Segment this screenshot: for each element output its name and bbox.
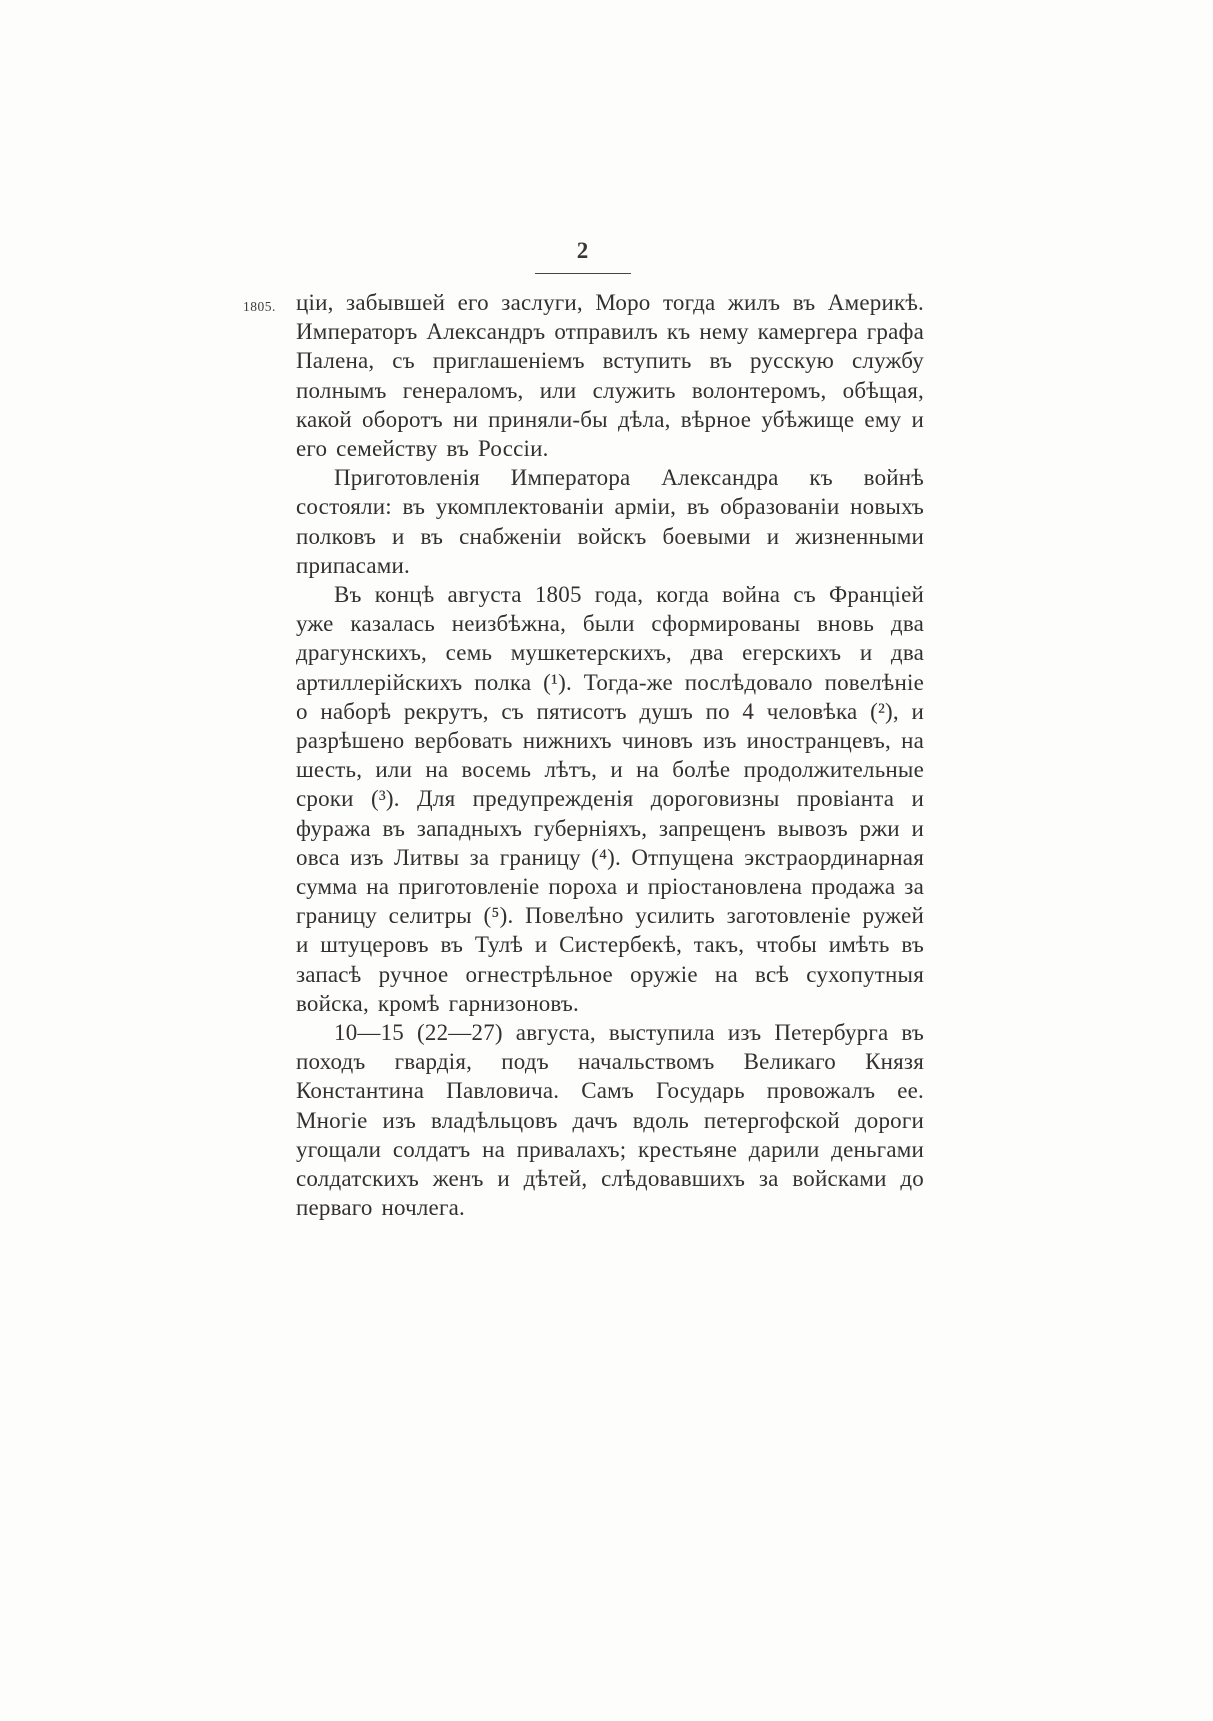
paragraph: ціи, забывшей его заслуги, Моро тогда жилъ въ Америкѣ. Императоръ Александръ отправилъ къ нему камергера графа Палена, съ приглашеніемъ вступить въ русскую службу полнымъ генераломъ, или служить волонтеромъ, обѣщая, какой оборотъ ни приняли-бы дѣла, вѣрное убѣжище ему и его семейству въ Россіи.	[296, 290, 924, 462]
paragraph: Приготовленія Императора Александра къ войнѣ состояли: въ укомплектованіи арміи, въ образованіи новыхъ полковъ и въ снабженіи войскъ боевыми и жизненными припасами.	[296, 465, 924, 578]
paragraph: 10—15 (22—27) августа, выступила изъ Петербурга въ походъ гвардія, подъ начальствомъ Великаго Князя Константина Павловича. Самъ Государь провожалъ ее. Многіе изъ владѣльцовъ дачъ вдоль петергофской дороги угощали солдатъ на привалахъ; крестьяне дарили деньгами солдатскихъ женъ и дѣтей, слѣдовавшихъ за войсками до перваго ночлега.	[296, 1020, 924, 1221]
body-text	[296, 288, 924, 1223]
page-number-rule	[535, 273, 631, 274]
margin-year-note: 1805.	[243, 299, 276, 314]
page-number: 2	[576, 238, 590, 263]
paragraph: Въ концѣ августа 1805 года, когда война съ Франціей уже казалась неизбѣжна, были сформированы вновь два драгунскихъ, семь мушкетерскихъ, два егерскихъ и два артиллерійскихъ полка (¹). Тогда-же послѣдовало повелѣніе о наборѣ рекрутъ, съ пятисотъ душъ по 4 человѣка (²), и разрѣшено вербовать нижнихъ чиновъ изъ иностранцевъ, на шесть, или на восемь лѣтъ, и на болѣе продолжительные сроки (³). Для предупрежденія дороговизны провіанта и фуража въ западныхъ губерніяхъ, запрещенъ вывозъ ржи и овса изъ Литвы за границу (⁴). Отпущена экстраординарная сумма на приготовленіе пороха и пріостановлена продажа за границу селитры (⁵). Повелѣно усилить заготовленіе ружей и штуцеровъ въ Тулѣ и Систербекѣ, такъ, чтобы имѣть въ запасѣ ручное огнестрѣльное оружіе на всѣ сухопутныя войска, кромѣ гарнизоновъ.	[296, 582, 924, 1016]
